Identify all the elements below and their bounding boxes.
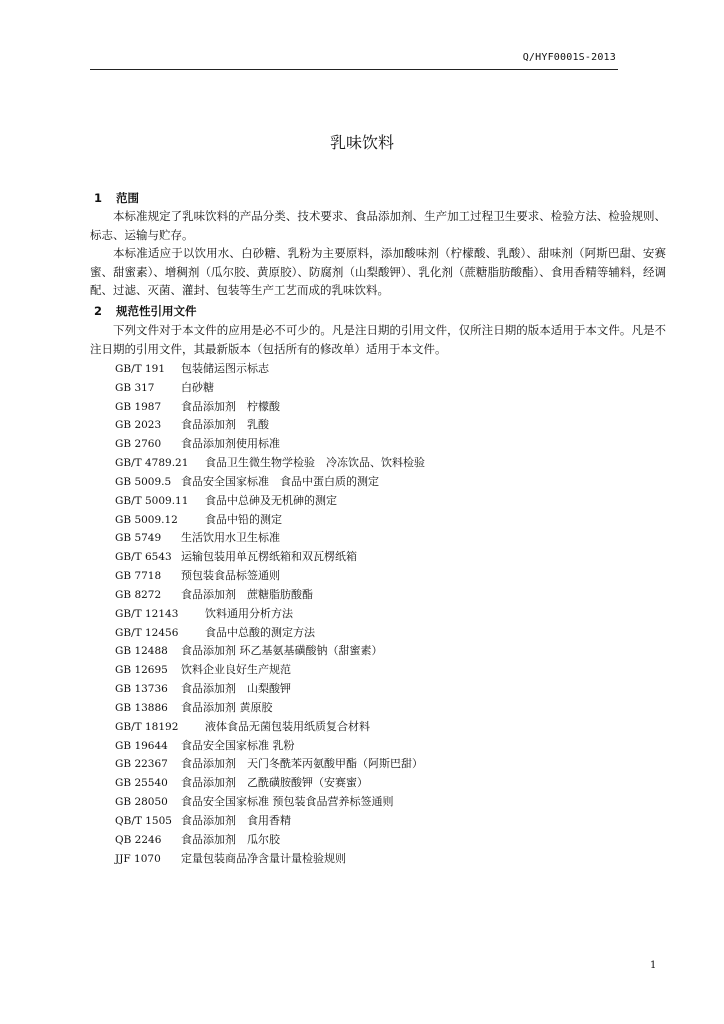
reference-item (115, 755, 425, 774)
reference-title: 白砂糖 (181, 380, 214, 394)
reference-item (115, 699, 425, 718)
reference-title: 食品添加剂使用标准 (181, 437, 280, 451)
reference-item (115, 793, 425, 812)
reference-item (115, 416, 425, 435)
header-divider (90, 69, 618, 70)
reference-item (115, 492, 425, 511)
reference-title: 食品添加剂 天门冬酰苯丙氨酸甲酯（阿斯巴甜） (181, 757, 423, 771)
reference-code: GB/T 4789.21 (115, 457, 189, 470)
reference-code: GB 19644 (115, 739, 168, 752)
reference-title: 包装储运图示标志 (181, 362, 269, 375)
reference-code: GB 2760 (115, 438, 162, 451)
reference-title: 食品中铅的测定 (205, 512, 282, 526)
reference-title: 生活饮用水卫生标准 (181, 531, 280, 545)
reference-item (115, 661, 425, 680)
reference-title: 食品添加剂 乙酰磺胺酸钾（安赛蜜） (181, 776, 368, 790)
reference-title: 食品卫生微生物学检验 冷冻饮品、饮料检验 (205, 456, 425, 470)
reference-title: 食品安全国家标准 食品中蛋白质的测定 (181, 474, 379, 488)
reference-code: GB/T 18192 (115, 720, 179, 733)
reference-code: GB 25540 (115, 777, 168, 790)
reference-item (115, 360, 425, 379)
section-number: 2 (94, 304, 103, 318)
reference-title: 食品添加剂 蔗糖脂肪酸酯 (181, 587, 313, 601)
reference-title: 食品添加剂 乳酸 (181, 418, 269, 432)
reference-item (115, 473, 425, 492)
reference-code: QB 2246 (115, 833, 162, 846)
reference-code: GB/T 5009.11 (115, 494, 189, 507)
reference-code: GB/T 6543 (115, 551, 172, 564)
section-number: 1 (94, 191, 103, 205)
reference-item (115, 812, 425, 831)
reference-title: 饮料企业良好生产规范 (181, 663, 291, 677)
reference-title: 食品中总砷及无机砷的测定 (205, 493, 337, 507)
reference-code: GB 5749 (115, 532, 162, 545)
reference-item (115, 454, 425, 473)
standard-code: Q/HYF0001S-2013 (522, 52, 616, 63)
reference-code: GB 8272 (115, 588, 162, 601)
reference-code: GB 1987 (115, 400, 162, 413)
reference-item (115, 529, 425, 548)
scope-paragraph-2: 本标准适应于以饮用水、白砂糖、乳粉为主要原料，添加酸味剂（柠檬酸、乳酸）、甜味剂（阿斯巴甜、安赛蜜、甜蜜素）、增稠剂（瓜尔胶、黄原胶）、防腐剂（山梨酸钾）、乳化剂（蔗糖脂肪酸酯）、食用香精等辅料，经调配、过滤、灭菌、灌封、包装等生产工艺而成的乳味饮料。 (90, 246, 666, 298)
reference-title: 食品添加剂 黄原胶 (181, 700, 273, 714)
reference-title: 食品添加剂 山梨酸钾 (181, 682, 291, 696)
reference-code: GB 12695 (115, 664, 168, 677)
reference-title: 预包装食品标签通则 (181, 569, 280, 583)
section-title: 范围 (116, 191, 139, 205)
reference-code: GB 28050 (115, 796, 168, 809)
reference-title: 饮料通用分析方法 (205, 606, 293, 620)
reference-item (115, 511, 425, 530)
references-intro-paragraph: 下列文件对于本文件的应用是必不可少的。凡是注日期的引用文件，仅所注日期的版本适用于本文件。凡是不注日期的引用文件，其最新版本（包括所有的修改单）适用于本文件。 (90, 323, 666, 356)
reference-title: 食品添加剂 柠檬酸 (181, 399, 280, 413)
reference-code: GB 5009.5 (115, 475, 172, 488)
document-title: 乳味饮料 (329, 133, 394, 152)
reference-code: GB/T 12143 (115, 607, 179, 620)
reference-title: 食品添加剂 环乙基氨基磺酸钠（甜蜜素） (181, 644, 383, 658)
reference-item (115, 718, 425, 737)
reference-code: JJF 1070 (115, 852, 161, 865)
section-2-heading (94, 302, 197, 320)
section-1-heading (94, 189, 139, 207)
reference-code: GB 2023 (115, 419, 162, 432)
reference-item (115, 642, 425, 661)
reference-item (115, 624, 425, 643)
reference-code: GB 7718 (115, 570, 162, 583)
reference-code: GB 13886 (115, 701, 168, 714)
reference-title: 定量包装商品净含量计量检验规则 (181, 851, 346, 865)
section-title: 规范性引用文件 (116, 304, 197, 318)
reference-code: GB 12488 (115, 645, 168, 658)
reference-code: QB/T 1505 (115, 814, 172, 827)
reference-code: GB 317 (115, 381, 155, 394)
reference-title: 食品安全国家标准 乳粉 (181, 738, 295, 752)
reference-item (115, 831, 425, 850)
reference-code: GB 5009.12 (115, 513, 178, 526)
reference-code: GB 13736 (115, 683, 168, 696)
reference-title: 食品添加剂 瓜尔胶 (181, 832, 280, 846)
reference-code: GB/T 191 (115, 363, 166, 375)
reference-title: 运输包装用单瓦楞纸箱和双瓦楞纸箱 (181, 550, 357, 564)
reference-item (115, 850, 425, 869)
reference-title: 食品中总酸的测定方法 (205, 625, 315, 639)
reference-item (115, 737, 425, 756)
reference-code: GB/T 12456 (115, 626, 179, 639)
reference-item (115, 567, 425, 586)
reference-title: 食品添加剂 食用香精 (181, 813, 291, 827)
reference-item (115, 586, 425, 605)
reference-item (115, 398, 425, 417)
scope-paragraph-1: 本标准规定了乳味饮料的产品分类、技术要求、食品添加剂、生产加工过程卫生要求、检验方法、检验规则、标志、运输与贮存。 (90, 209, 666, 242)
reference-item (115, 435, 425, 454)
page-number: 1 (650, 960, 657, 971)
normative-references-list (115, 360, 425, 868)
reference-item (115, 548, 425, 567)
reference-item (115, 680, 425, 699)
reference-item (115, 379, 425, 398)
reference-item (115, 774, 425, 793)
reference-item (115, 605, 425, 624)
reference-code: GB 22367 (115, 758, 168, 771)
reference-title: 液体食品无菌包装用纸质复合材料 (205, 719, 370, 733)
reference-title: 食品安全国家标准 预包装食品营养标签通则 (181, 795, 394, 809)
